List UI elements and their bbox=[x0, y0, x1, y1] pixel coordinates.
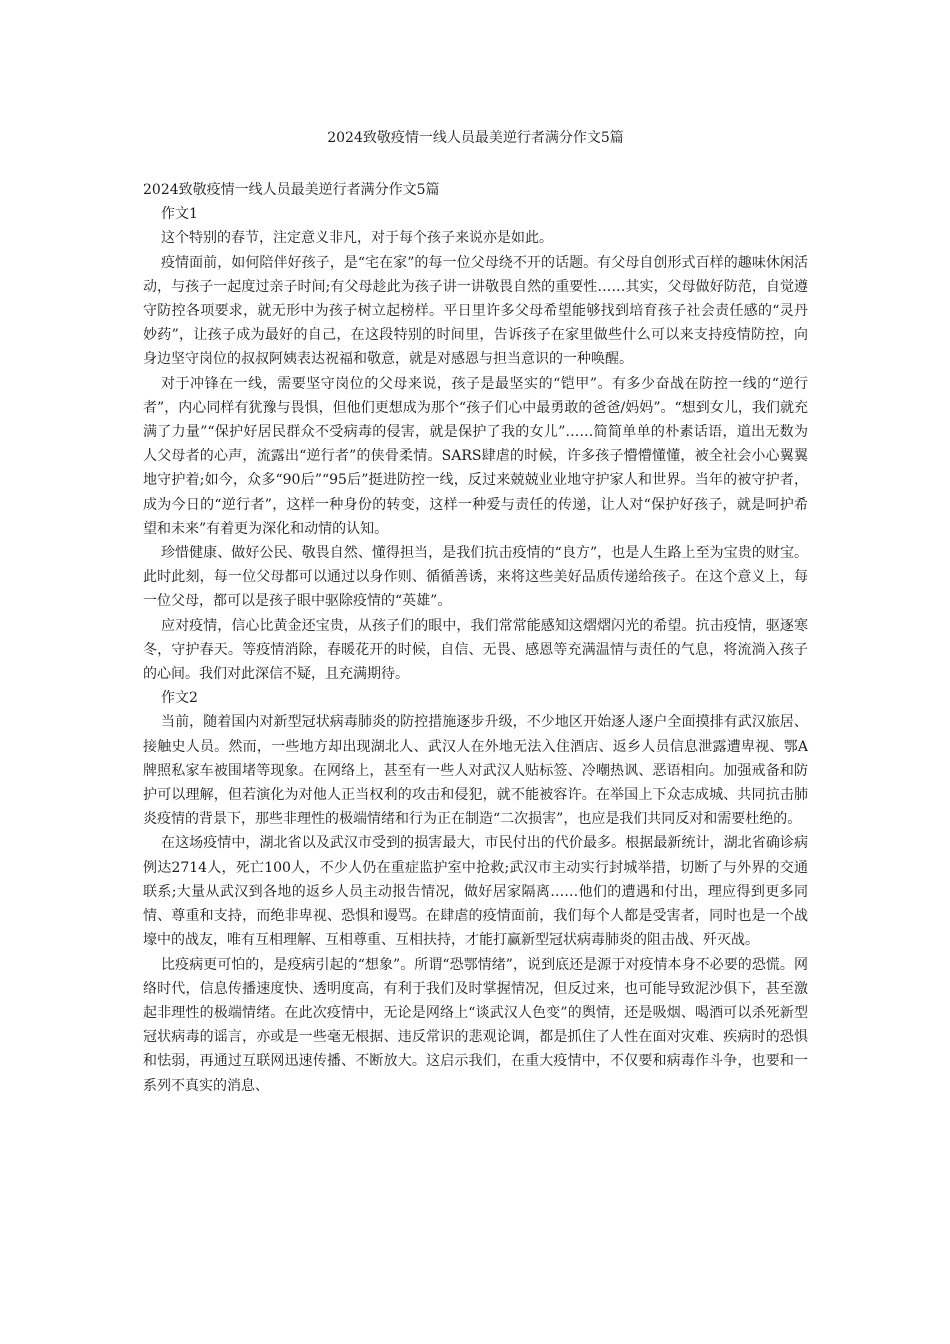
paragraph: 当前，随着国内对新型冠状病毒肺炎的防控措施逐步升级，不少地区开始逐人逐户全面摸排有武汉旅居、接触史人员。然而，一些地方却出现湖北人、武汉人在外地无法入住酒店、返乡人员信息泄露遭卑视、鄂A牌照私家车被围堵等现象。在网络上，甚至有一些人对武汉人贴标签、冷嘲热讽、恶语相向。加强戒备和防护可以理解，但若演化为对他人正当权利的攻击和侵犯，就不能被容许。在举国上下众志成城、共同抗击肺炎疫情的背景下，那些非理性的极端情绪和行为正在制造“二次损害”，也应是我们共同反对和需要杜绝的。 bbox=[143, 714, 808, 828]
section-label: 作文1 bbox=[161, 206, 198, 223]
document-subtitle: 2024致敬疫情一线人员最美逆行者满分作文5篇 bbox=[143, 182, 440, 198]
document-body bbox=[143, 178, 808, 1098]
paragraph: 对于冲锋在一线，需要坚守岗位的父母来说，孩子是最坚实的“铠甲”。有多少奋战在防控一线的“逆行者”，内心同样有犹豫与畏惧，但他们更想成为那个“孩子们心中最勇敢的爸爸/妈妈”。“想到女儿，我们就充满了力量”“保护好居民群众不受病毒的侵害，就是保护了我的女儿”……简简单单的朴素话语，道出无数为人父母者的心声，流露出“逆行者”的侠骨柔情。SARS肆虐的时候，许多孩子懵懵懂懂，被全社会小心翼翼地守护着;如今，众多“90后”“95后”挺进防控一线，反过来兢兢业业地守护家人和世界。当年的被守护者，成为今日的“逆行者”，这样一种身份的转变，这样一种爱与责任的传递，让人对“保护好孩子，就是呵护希望和未来”有着更为深化和动情的认知。 bbox=[143, 375, 808, 537]
section-label: 作文2 bbox=[161, 690, 198, 707]
paragraph: 比疫病更可怕的，是疫病引起的“想象”。所谓“恐鄂情绪”，说到底还是源于对疫情本身不必要的恐慌。网络时代，信息传播速度快、透明度高，有利于我们及时掌握情况，但反过来，也可能导致泥沙俱下，甚至激起非理性的极端情绪。在此次疫情中，无论是网络上“谈武汉人色变”的舆情，还是吸烟、喝酒可以杀死新型冠状病毒的谣言，亦或是一些毫无根据、违反常识的悲观论调，都是抓住了人性在面对灾难、疾病时的恐惧和怯弱，再通过互联网迅速传播、不断放大。这启示我们，在重大疫情中，不仅要和病毒作斗争，也要和一系列不真实的消息、 bbox=[143, 956, 808, 1094]
paragraph: 珍惜健康、做好公民、敬畏自然、懂得担当，是我们抗击疫情的“良方”，也是人生路上至为宝贵的财宝。此时此刻，每一位父母都可以通过以身作则、循循善诱，来将这些美好品质传递给孩子。在这个意义上，每一位父母，都可以是孩子眼中驱除疫情的“英雄”。 bbox=[143, 545, 808, 610]
document-title: 2024致敬疫情一线人员最美逆行者满分作文5篇 bbox=[327, 130, 624, 146]
paragraph: 应对疫情，信心比黄金还宝贵，从孩子们的眼中，我们常常能感知这熠熠闪光的希望。抗击疫情，驱逐寒冬，守护春天。等疫情消除，春暖花开的时候，自信、无畏、感恩等充满温情与责任的气息，将流淌入孩子的心间。我们对此深信不疑，且充满期待。 bbox=[143, 617, 808, 683]
paragraph: 在这场疫情中，湖北省以及武汉市受到的损害最大，市民付出的代价最多。根据最新统计，湖北省确诊病例达2714人，死亡100人，不少人仍在重症监护室中抢救;武汉市主动实行封城举措，切断了与外界的交通联系;大量从武汉到各地的返乡人员主动报告情况，做好居家隔离……他们的遭遇和付出，理应得到更多同情、尊重和支持，而绝非卑视、恐惧和谩骂。在肆虐的疫情面前，我们每个人都是受害者，同时也是一个战壕中的战友，唯有互相理解、互相尊重、互相扶持，才能打赢新型冠状病毒肺炎的阻击战、歼灭战。 bbox=[143, 835, 808, 949]
paragraph: 疫情面前，如何陪伴好孩子，是“宅在家”的每一位父母绕不开的话题。有父母自创形式百样的趣味休闲活动，与孩子一起度过亲子时间;有父母趁此为孩子讲一讲敬畏自然的重要性……其实，父母做好防范，自觉遵守防控各项要求，就无形中为孩子树立起榜样。平日里许多父母希望能够找到培育孩子社会责任感的“灵丹妙药”，让孩子成为最好的自己，在这段特别的时间里，告诉孩子在家里做些什么可以来支持疫情防控，向身边坚守岗位的叔叔阿姨表达祝福和敬意，就是对感恩与担当意识的一种唤醒。 bbox=[143, 254, 808, 368]
paragraph: 这个特别的春节，注定意义非凡，对于每个孩子来说亦是如此。 bbox=[161, 230, 553, 247]
